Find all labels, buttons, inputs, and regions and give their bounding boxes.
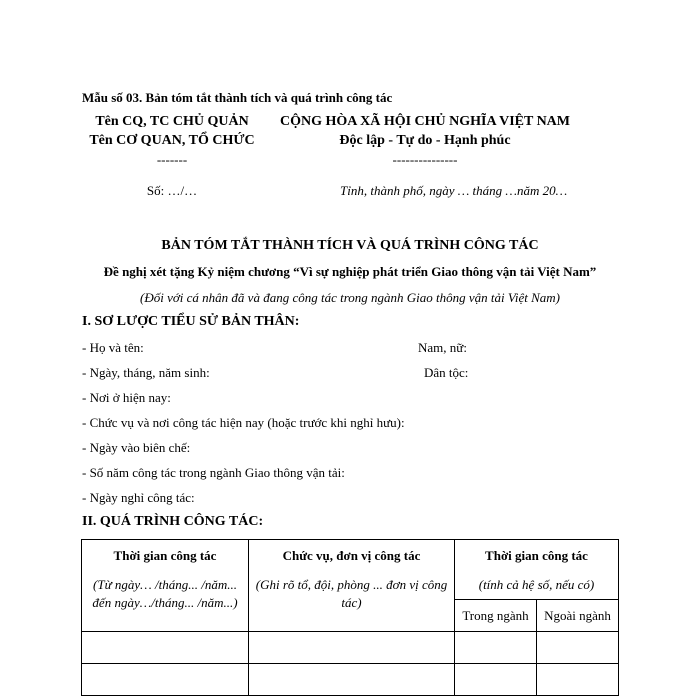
header-service-time-title: Thời gian công tác: [485, 548, 588, 563]
field-gender: Nam, nữ:: [418, 340, 467, 355]
table-cell[interactable]: [537, 632, 619, 664]
table-cell[interactable]: [249, 632, 455, 664]
header-work-period-note-line1: (Từ ngày… /tháng... /năm...: [93, 577, 237, 592]
header-service-time-note: (tính cả hệ số, nếu có): [478, 577, 595, 592]
left-header-divider: -------: [156, 152, 188, 167]
header-work-period-title: Thời gian công tác: [113, 548, 217, 563]
header-position-unit-title: Chức vụ, đơn vị công tác: [282, 548, 421, 563]
right-header-divider: ---------------: [392, 152, 458, 167]
governing-agency-name: Tên CQ, TC CHỦ QUẢN: [95, 114, 249, 129]
table-row: [82, 632, 619, 664]
header-work-period-note-line2: đến ngày…/tháng... /năm...): [92, 595, 238, 610]
field-current-position: - Chức vụ và nơi công tác hiện nay (hoặc trước khi nghỉ hưu):: [82, 415, 405, 430]
header-position-unit-note-line2: tác): [341, 595, 362, 610]
section-2-heading: II. QUÁ TRÌNH CÔNG TÁC:: [82, 514, 264, 529]
table-row: [82, 664, 619, 696]
organization-name: Tên CƠ QUAN, TỔ CHỨC: [89, 133, 255, 148]
table-cell[interactable]: [249, 664, 455, 696]
national-motto: Độc lập - Tự do - Hạnh phúc: [339, 133, 511, 148]
table-cell[interactable]: [82, 632, 249, 664]
header-work-period-note: [82, 576, 248, 612]
table-cell[interactable]: [537, 664, 619, 696]
place-and-date: Tỉnh, thành phố, ngày … tháng …năm 20…: [340, 183, 568, 198]
header-outside-sector: Ngoài ngành: [537, 600, 619, 632]
table-cell[interactable]: [455, 632, 537, 664]
table-cell[interactable]: [455, 664, 537, 696]
document-number: Số: …/…: [146, 183, 198, 198]
header-position-unit-note-line1: (Ghi rõ tổ, đội, phòng ... đơn vị công: [255, 577, 448, 592]
document-title: BẢN TÓM TẮT THÀNH TÍCH VÀ QUÁ TRÌNH CÔNG TÁC: [161, 238, 539, 253]
field-years-in-sector: - Số năm công tác trong ngành Giao thông vận tải:: [82, 465, 345, 480]
header-in-sector: Trong ngành: [455, 600, 537, 632]
header-service-time: [455, 540, 619, 600]
national-title: CỘNG HÒA XÃ HỘI CHỦ NGHĨA VIỆT NAM: [279, 114, 570, 129]
section-1-heading: I. SƠ LƯỢC TIỂU SỬ BẢN THÂN:: [82, 314, 300, 329]
field-residence: - Nơi ở hiện nay:: [82, 390, 171, 405]
field-recruitment-date: - Ngày vào biên chế:: [82, 440, 191, 455]
form-code: Mẫu số 03. Bản tóm tắt thành tích và quá trình công tác: [82, 90, 393, 105]
header-work-period: [82, 540, 249, 632]
field-ethnicity: Dân tộc:: [424, 365, 469, 380]
table-cell[interactable]: [82, 664, 249, 696]
field-retirement-date: - Ngày nghỉ công tác:: [82, 490, 195, 505]
table-header-row: [82, 540, 619, 600]
header-position-unit-note: [249, 576, 454, 612]
field-date-of-birth: - Ngày, tháng, năm sinh:: [82, 365, 210, 380]
document-subtitle: Đề nghị xét tặng Kỷ niệm chương “Vì sự nghiệp phát triển Giao thông vận tải Việt Nam”: [103, 264, 597, 279]
work-history-table: [81, 539, 619, 696]
document-note: (Đối với cá nhân đã và đang công tác trong ngành Giao thông vận tải Việt Nam): [140, 290, 560, 305]
field-full-name: - Họ và tên:: [82, 340, 144, 355]
header-position-unit: [249, 540, 455, 632]
